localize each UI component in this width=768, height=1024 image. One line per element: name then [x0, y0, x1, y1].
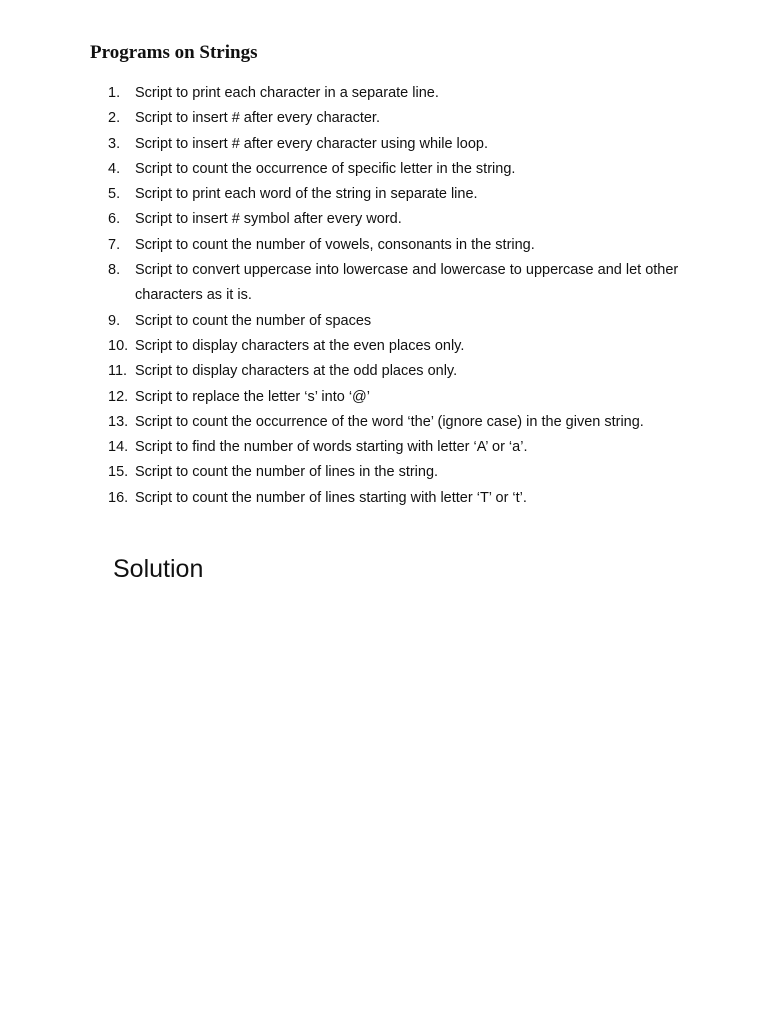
item-number: 7. — [108, 236, 121, 253]
item-number: 6. — [108, 211, 121, 228]
item-number: 10. — [108, 337, 129, 354]
list-item — [108, 385, 708, 410]
list-item — [108, 233, 708, 258]
list-item — [108, 334, 708, 359]
item-text: Script to find the number of words starting with letter ‘A’ or ‘a’. — [135, 439, 528, 456]
item-number: 1. — [108, 85, 121, 101]
item-text: Script to count the occurrence of the word ‘the’ (ignore case) in the given string. — [135, 413, 644, 430]
item-number: 12. — [108, 388, 129, 405]
item-number: 2. — [108, 110, 121, 127]
list-item — [108, 486, 708, 511]
list-item — [108, 460, 708, 485]
list-item — [108, 106, 708, 131]
item-number: 11. — [108, 363, 128, 380]
list-item — [108, 157, 708, 182]
item-text: Script to display characters at the even places only. — [135, 337, 465, 354]
list-item — [108, 207, 708, 232]
document-title: Programs on Strings — [90, 42, 258, 63]
item-text: Script to count the occurrence of specific letter in the string. — [135, 160, 516, 177]
item-text: Script to display characters at the odd places only. — [135, 363, 458, 380]
item-text: Script to replace the letter ‘s’ into ‘@’ — [135, 388, 371, 405]
item-text: Script to insert # symbol after every word. — [135, 211, 402, 228]
item-text: Script to count the number of lines starting with letter ‘T’ or ‘t’. — [135, 489, 527, 506]
item-number: 4. — [108, 160, 121, 177]
list-item — [108, 132, 708, 157]
program-list — [108, 81, 708, 511]
item-number: 14. — [108, 439, 129, 456]
item-number: 5. — [108, 186, 121, 203]
list-item — [108, 410, 708, 435]
list-item — [108, 258, 708, 309]
item-number: 16. — [108, 489, 129, 506]
item-number: 8. — [108, 262, 121, 279]
solution-heading: Solution — [113, 555, 204, 583]
item-text: Script to count the number of lines in the string. — [135, 464, 439, 481]
item-text: Script to print each character in a separate line. — [135, 85, 439, 101]
item-text: Script to count the number of spaces — [135, 312, 372, 329]
item-text: Script to insert # after every character using while loop. — [135, 135, 488, 152]
item-text: Script to insert # after every character. — [135, 110, 380, 127]
item-text: Script to convert uppercase into lowercase and lowercase to uppercase and let other characters as it is. — [135, 262, 679, 304]
item-number: 15. — [108, 464, 129, 481]
item-number: 9. — [108, 312, 121, 329]
list-item — [108, 182, 708, 207]
list-item — [108, 435, 708, 460]
list-item — [108, 309, 708, 334]
item-text: Script to count the number of vowels, consonants in the string. — [135, 236, 535, 253]
item-number: 13. — [108, 413, 129, 430]
list-item — [108, 359, 708, 384]
item-number: 3. — [108, 135, 121, 152]
item-text: Script to print each word of the string in separate line. — [135, 186, 478, 203]
list-item — [108, 81, 708, 106]
